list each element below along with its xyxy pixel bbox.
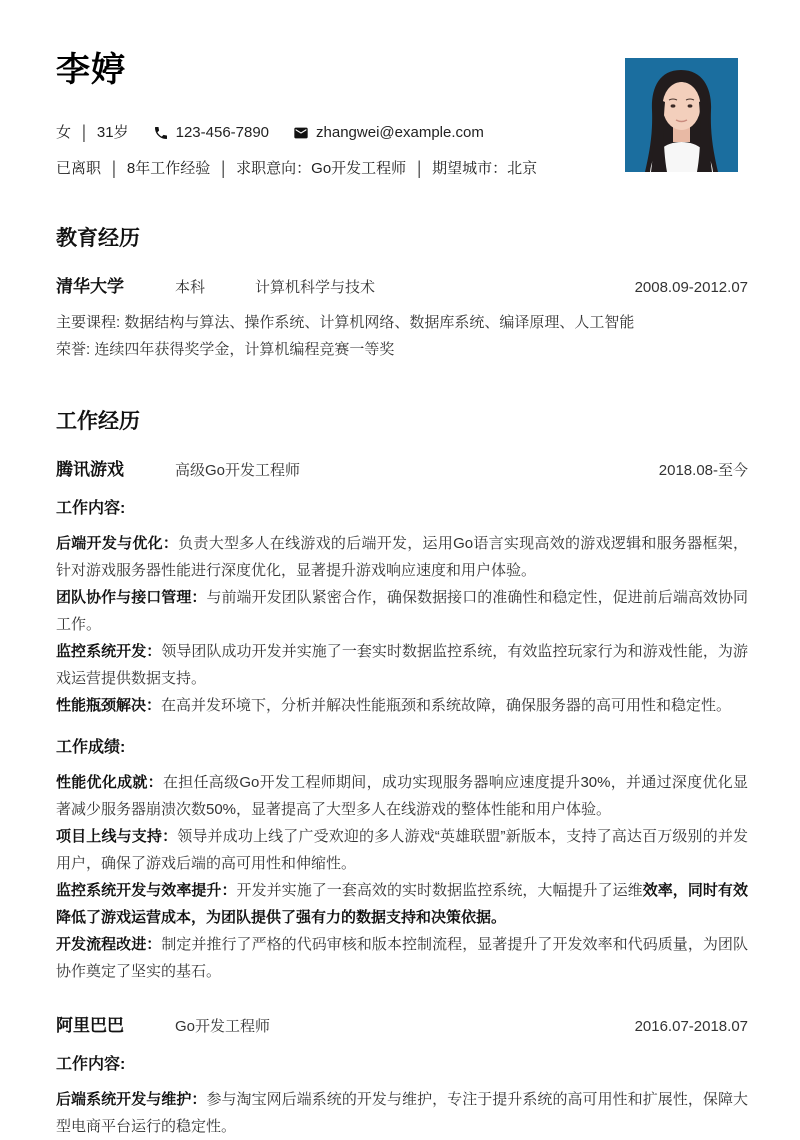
item-lead: 后端开发与优化： bbox=[56, 535, 179, 552]
item-bold-tail: 效率，同时有效降低了游戏运营成本，为团队提供了强有力的数据支持和决策依据。 bbox=[56, 882, 748, 926]
separator: | bbox=[417, 157, 422, 179]
achievement-items bbox=[56, 769, 748, 985]
job-status: 已离职 bbox=[56, 160, 102, 177]
experience-years: 8年工作经验 bbox=[126, 160, 211, 177]
job-intention: 求职意向：Go开发工程师 bbox=[236, 160, 407, 177]
item-lead: 开发流程改进： bbox=[56, 936, 162, 953]
phone-icon bbox=[153, 125, 169, 141]
item-lead: 项目上线与支持： bbox=[56, 828, 178, 845]
item-lead: 性能瓶颈解决： bbox=[56, 697, 162, 714]
item-lead: 监控系统开发： bbox=[56, 643, 162, 660]
achievement-item bbox=[56, 931, 748, 985]
item-text: 领导并成功上线了广受欢迎的多人游戏“英雄联盟”新版本，支持了高达百万级别的并发用户，确保了游戏后端的高可用性和伸缩性。 bbox=[56, 828, 748, 872]
achievement-item bbox=[56, 877, 748, 931]
degree: 本科 bbox=[175, 279, 206, 296]
portrait-photo-graphic bbox=[625, 58, 738, 172]
achievement-item bbox=[56, 823, 748, 877]
item-lead: 后端系统开发与维护： bbox=[56, 1091, 207, 1108]
duty-item bbox=[56, 638, 748, 692]
duty-item bbox=[56, 530, 748, 584]
block-label-achievements: 工作成绩: bbox=[56, 739, 126, 756]
separator: | bbox=[82, 121, 86, 143]
work-achievement-block bbox=[56, 736, 748, 985]
job-title: Go开发工程师 bbox=[175, 1018, 271, 1035]
portrait-photo bbox=[625, 58, 738, 172]
education-courses: 主要课程: 数据结构与算法、操作系统、计算机网络、数据库系统、编译原理、人工智能 bbox=[56, 314, 635, 331]
block-label-duties: 工作内容: bbox=[56, 500, 126, 517]
expected-city: 期望城市：北京 bbox=[432, 160, 538, 177]
work-date-range: 2018.08-至今 bbox=[658, 462, 748, 479]
achievement-item bbox=[56, 769, 748, 823]
separator: | bbox=[221, 157, 226, 179]
separator: | bbox=[112, 157, 116, 179]
work-date-range: 2016.07-2018.07 bbox=[634, 1018, 748, 1035]
work-entry-alibaba bbox=[56, 1011, 748, 1140]
duty-item bbox=[56, 584, 748, 638]
company-name: 腾讯游戏 bbox=[56, 460, 124, 479]
education-honors: 荣誉: 连续四年获得奖学金，计算机编程竞赛一等奖 bbox=[56, 341, 395, 358]
item-lead: 性能优化成就： bbox=[56, 774, 163, 791]
duty-item bbox=[56, 692, 748, 719]
mail-icon bbox=[293, 125, 309, 141]
section-title-education: 教育经历 bbox=[56, 227, 140, 250]
item-text: 参与淘宝网后端系统的开发与维护，专注于提升系统的高可用性和扩展性，保障大型电商平台运行的稳定性。 bbox=[56, 1091, 748, 1135]
item-lead: 团队协作与接口管理： bbox=[56, 589, 207, 606]
education-entry-head bbox=[56, 272, 748, 297]
item-text: 在担任高级Go开发工程师期间，成功实现服务器响应速度提升30%，并通过深度优化显著减少服务器崩溃次数50%，显著提高了大型多人在线游戏的整体性能和用户体验。 bbox=[56, 774, 748, 818]
item-lead: 监控系统开发与效率提升： bbox=[56, 882, 237, 899]
work-content-block bbox=[56, 1053, 748, 1140]
major: 计算机科学与技术 bbox=[255, 279, 376, 296]
item-text: 开发并实施了一套高效的实时数据监控系统，大幅提升了运维 bbox=[236, 882, 643, 899]
item-text: 负责大型多人在线游戏的后端开发，运用Go语言实现高效的游戏逻辑和服务器框架，针对游戏服务器性能进行深度优化，显著提升游戏响应速度和用户体验。 bbox=[56, 535, 748, 579]
item-text: 与前端开发团队紧密合作，确保数据接口的准确性和稳定性，促进前后端高效协同工作。 bbox=[56, 589, 748, 633]
school-name: 清华大学 bbox=[56, 277, 124, 296]
candidate-name: 李婷 bbox=[56, 51, 126, 89]
block-label-duties: 工作内容: bbox=[56, 1056, 126, 1073]
work-content-block bbox=[56, 497, 748, 719]
item-text: 领导团队成功开发并实施了一套实时数据监控系统，有效监控玩家行为和游戏性能，为游戏运营提供数据支持。 bbox=[56, 643, 748, 687]
item-text: 制定并推行了严格的代码审核和版本控制流程，显著提升了开发效率和代码质量，为团队协作奠定了坚实的基石。 bbox=[56, 936, 748, 980]
age-value: 31岁 bbox=[96, 124, 129, 141]
company-name: 阿里巴巴 bbox=[56, 1016, 124, 1035]
work-entry-head bbox=[56, 1011, 748, 1036]
work-entry-head bbox=[56, 455, 748, 480]
work-entry-tencent bbox=[56, 455, 748, 985]
item-text: 在高并发环境下，分析并解决性能瓶颈和系统故障，确保服务器的高可用性和稳定性。 bbox=[161, 697, 732, 714]
section-title-work: 工作经历 bbox=[56, 410, 140, 433]
phone-number: 123-456-7890 bbox=[175, 124, 270, 141]
gender-value: 女 bbox=[56, 124, 72, 141]
email-address: zhangwei@example.com bbox=[316, 124, 484, 141]
education-date-range: 2008.09-2012.07 bbox=[634, 279, 748, 296]
education-details bbox=[56, 309, 748, 363]
education-entry bbox=[56, 272, 748, 363]
duty-items bbox=[56, 530, 748, 719]
job-title: 高级Go开发工程师 bbox=[175, 462, 301, 479]
